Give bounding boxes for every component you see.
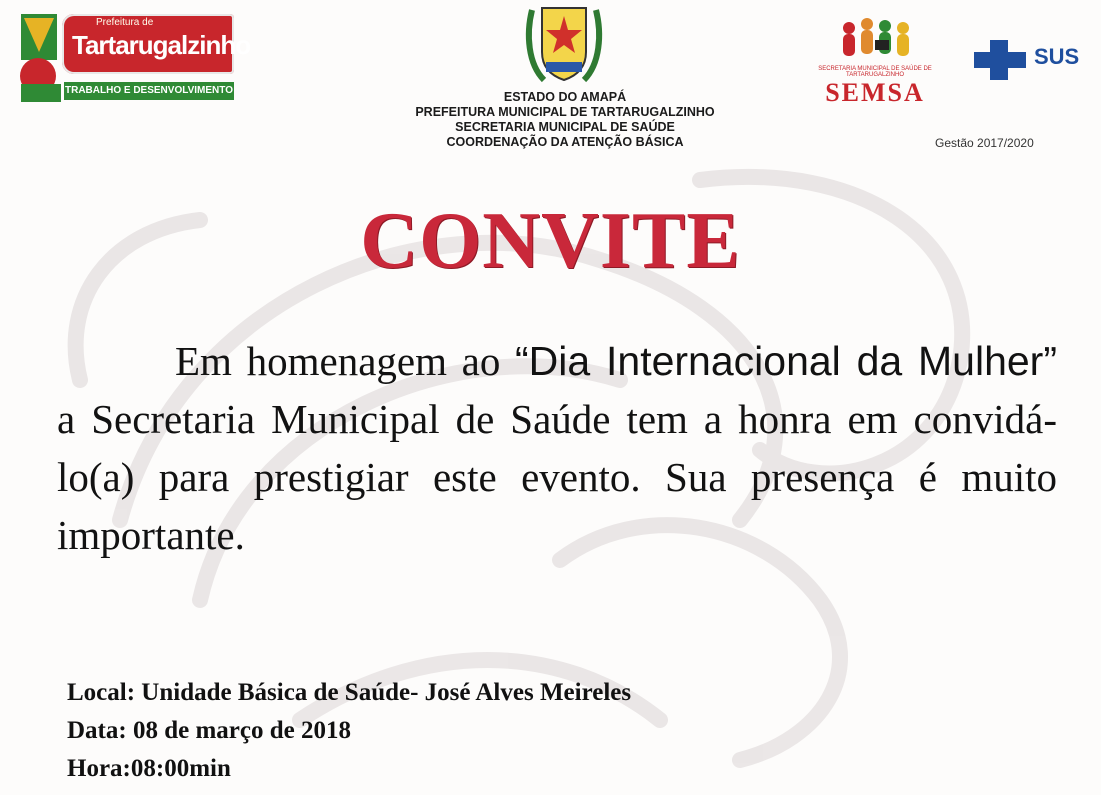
logo-name: Tartarugalzinho — [72, 30, 251, 60]
header-line-prefeitura: PREFEITURA MUNICIPAL DE TARTARUGALZINHO — [415, 105, 715, 119]
event-time: Hora:08:00min — [67, 755, 231, 782]
institution-header — [330, 90, 800, 150]
logo-tagline: TRABALHO E DESENVOLVIMENTO — [64, 82, 234, 100]
invitation-body — [57, 332, 1057, 564]
coat-of-arms-icon — [524, 4, 604, 86]
tartarugalzinho-emblem-icon — [18, 12, 68, 104]
header-line-secretaria: SECRETARIA MUNICIPAL DE SAÚDE — [455, 120, 675, 134]
body-event-name: “Dia Internacional da Mulher” — [515, 338, 1057, 384]
sus-name: SUS — [1034, 44, 1080, 69]
logo-small-text: Prefeitura de — [96, 17, 154, 28]
page-title: CONVITE — [360, 197, 741, 285]
sus-cross-icon — [972, 38, 1032, 82]
semsa-name: SEMSA — [825, 78, 925, 107]
body-part-1: Em homenagem ao — [175, 338, 501, 384]
event-details — [67, 674, 631, 788]
tartarugalzinho-title-badge — [62, 14, 251, 74]
header-line-state: ESTADO DO AMAPÁ — [503, 90, 627, 104]
header-line-coordenacao: COORDENAÇÃO DA ATENÇÃO BÁSICA — [446, 135, 684, 149]
sus-logo — [972, 38, 1097, 82]
tartarugalzinho-logo — [18, 12, 251, 104]
event-date: Data: 08 de março de 2018 — [67, 717, 351, 744]
gestao-label: Gestão 2017/2020 — [935, 136, 1034, 150]
event-location: Local: Unidade Básica de Saúde- José Alves Meireles — [67, 679, 632, 706]
semsa-people-icon — [795, 14, 955, 66]
semsa-small-text: SECRETARIA MUNICIPAL DE SAÚDE DE TARTARUGALZINHO — [818, 66, 932, 78]
semsa-logo — [795, 14, 955, 106]
body-part-3: a Secretaria Municipal de Saúde tem a honra em convidá-lo(a) para prestigiar este evento. Sua presença é muito importante. — [57, 396, 1057, 558]
